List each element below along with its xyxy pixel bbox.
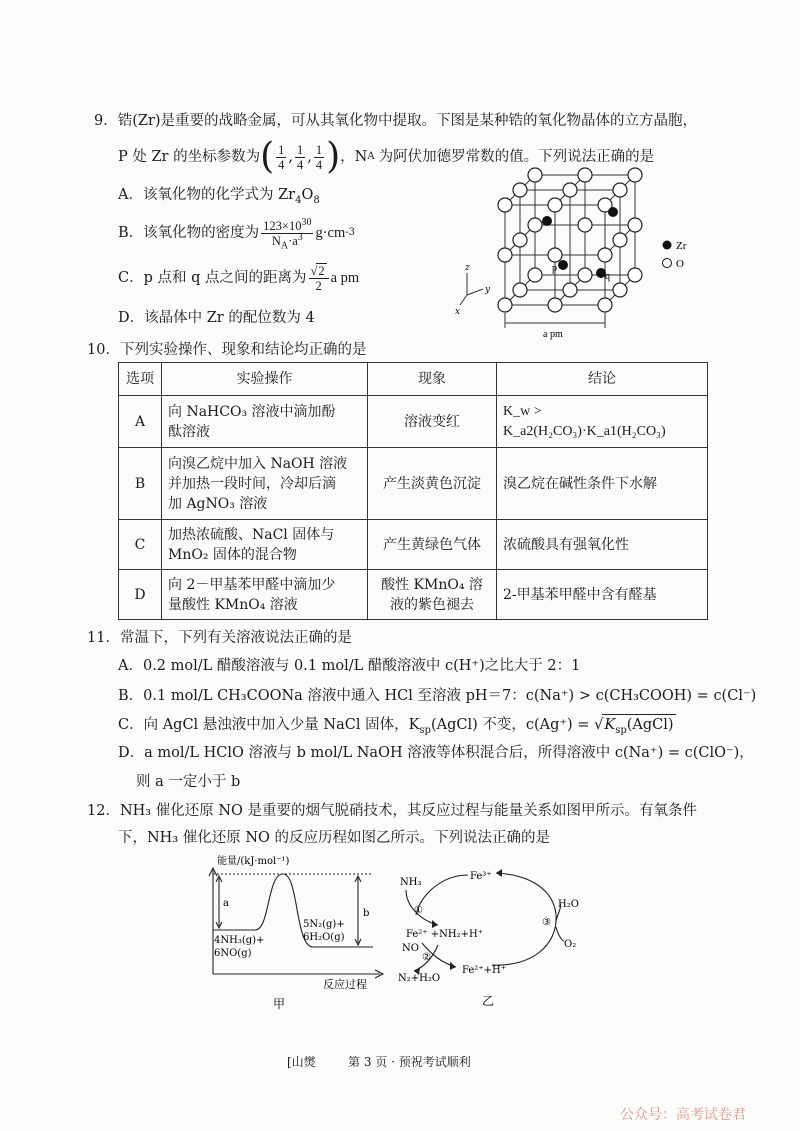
svg-text:Zr: Zr: [676, 240, 687, 252]
q11-option-d-line2: 则 a 一定小于 b: [136, 774, 241, 790]
svg-text:N₂+H₂O: N₂+H₂O: [398, 973, 441, 984]
svg-text:a pm: a pm: [543, 329, 563, 340]
svg-text:乙: 乙: [482, 994, 495, 1008]
page-number: 第 3 页 · 预祝考试顺利: [348, 1055, 471, 1069]
crystal-cell-figure: [455, 165, 705, 345]
svg-text:②: ②: [422, 952, 431, 963]
q10-stem: 10．下列实验操作、现象和结论均正确的是: [87, 342, 367, 358]
table-row: C 加热浓硫酸、NaCl 固体与 MnO₂ 固体的混合物 产生黄绿色气体 浓硫酸具有强氧化性: [119, 520, 708, 570]
svg-text:NH₃: NH₃: [400, 877, 422, 888]
svg-text:NO: NO: [402, 943, 419, 954]
svg-text:q: q: [605, 271, 610, 282]
svg-text:H₂O: H₂O: [558, 899, 579, 910]
q9-stem-line2: P 处 Zr 的坐标参数为 ( $\frac{1}{4}$ , $\frac{1}{4}$ , $\frac{1}{4}$ ) ，N A 为阿伏加德罗常数的值。下列说法正确的是: [118, 136, 655, 177]
q9-option-a: A．该氧化物的化学式为 $Zr_4O_8$: [118, 187, 320, 206]
svg-text:①: ①: [414, 905, 423, 916]
table-header-row: 选项 实验操作 现象 结论: [119, 363, 708, 396]
q11-option-a: A．0.2 mol/L 醋酸溶液与 0.1 mol/L 醋酸溶液中 c(H⁺)之比大于 2：1: [118, 658, 581, 674]
svg-text:5N₂(g)+: 5N₂(g)+: [303, 919, 345, 930]
svg-text:4NH₃(g)+: 4NH₃(g)+: [214, 935, 265, 946]
q12-stem-line1: 12．NH₃ 催化还原 NO 是重要的烟气脱硝技术，其反应过程与能量关系如图甲所示。有氧条件: [87, 803, 697, 819]
svg-text:p: p: [552, 263, 557, 274]
svg-text:x: x: [455, 307, 461, 317]
svg-text:甲: 甲: [273, 997, 286, 1011]
svg-text:能量/(kJ·mol⁻¹): 能量/(kJ·mol⁻¹): [217, 856, 290, 867]
footer-left: [山㸉: [287, 1055, 316, 1069]
q10-table: [118, 362, 708, 620]
q9-option-d: D．该晶体中 Zr 的配位数为 4: [118, 310, 315, 326]
energy-diagram-jia: [195, 852, 390, 1012]
q9-option-b: B．该氧化物的密度为 $\frac{123\times 10^{30}}{N_A\cdot a^3}$ g·cm -3: [118, 216, 356, 251]
svg-text:6NO(g): 6NO(g): [214, 948, 252, 959]
table-row: D 向 2－甲基苯甲醛中滴加少 量酸性 KMnO₄ 溶液 酸性 KMnO₄ 溶 液的紫色褪去 2-甲基苯甲醛中含有醛基: [119, 570, 708, 620]
q11-option-c: C．向 AgCl 悬浊液中加入少量 NaCl 固体，$K_{sp}(AgCl)$ 不变，$c(Ag^+) = √K_{sp}(AgCl)$: [118, 714, 676, 735]
svg-text:b: b: [363, 908, 370, 919]
legend-o-dot: [663, 259, 672, 268]
q11-option-d: D．a mol/L HClO 溶液与 b mol/L NaOH 溶液等体积混合后，所得溶液中 c(Na⁺) = c(ClO⁻)，: [118, 745, 754, 761]
legend-zr-dot: [663, 241, 672, 250]
q12-stem-line2: 下，NH₃ 催化还原 NO 的反应历程如图乙所示。下列说法正确的是: [118, 830, 551, 846]
table-row: A 向 NaHCO₃ 溶液中滴加酚 酞溶液 溶液变红 K_w > K_a2(H₂CO₃)·K_a1(H₂CO₃): [119, 396, 708, 448]
table-row: B 向溴乙烷中加入 NaOH 溶液 并加热一段时间，冷却后滴 加 AgNO₃ 溶液 产生淡黄色沉淀 溴乙烷在碱性条件下水解: [119, 448, 708, 520]
q11-stem: 11．常温下，下列有关溶液说法正确的是: [87, 630, 352, 646]
svg-text:③: ③: [542, 917, 551, 928]
q11-option-b: B．0.1 mol/L CH₃COONa 溶液中通入 HCl 至溶液 pH＝7：c(Na⁺) > c(CH₃COOH) = c(Cl⁻): [118, 688, 757, 704]
coord-frac-1: $\frac{1}{4}$: [278, 142, 285, 172]
svg-text:O₂: O₂: [564, 939, 577, 950]
svg-text:6H₂O(g): 6H₂O(g): [303, 932, 345, 943]
svg-text:a: a: [223, 898, 229, 909]
q9-stem-line1: 9．锆(Zr)是重要的战略金属，可从其氧化物中提取。下图是某种锆的氧化物晶体的立方晶胞，: [94, 113, 698, 129]
svg-text:反应过程: 反应过程: [323, 978, 367, 991]
mechanism-diagram-yi: [392, 855, 592, 1010]
svg-text:Fe²⁺ +NH₂+H⁺: Fe²⁺ +NH₂+H⁺: [406, 929, 484, 940]
watermark: 公众号：高考试卷君: [620, 1107, 746, 1123]
svg-text:y: y: [485, 285, 491, 295]
svg-text:Fe³⁺: Fe³⁺: [470, 871, 492, 882]
coord-frac-3: $\frac{1}{4}$: [315, 142, 323, 172]
svg-text:z: z: [465, 263, 470, 273]
coord-frac-2: $\frac{1}{4}$: [297, 142, 304, 172]
q9-option-c: C．p 点和 q 点之间的距离为 $\frac{√2}{2}$ a pm: [118, 264, 360, 293]
svg-text:O: O: [676, 258, 684, 270]
svg-text:Fe²⁺+H⁺: Fe²⁺+H⁺: [462, 965, 506, 976]
